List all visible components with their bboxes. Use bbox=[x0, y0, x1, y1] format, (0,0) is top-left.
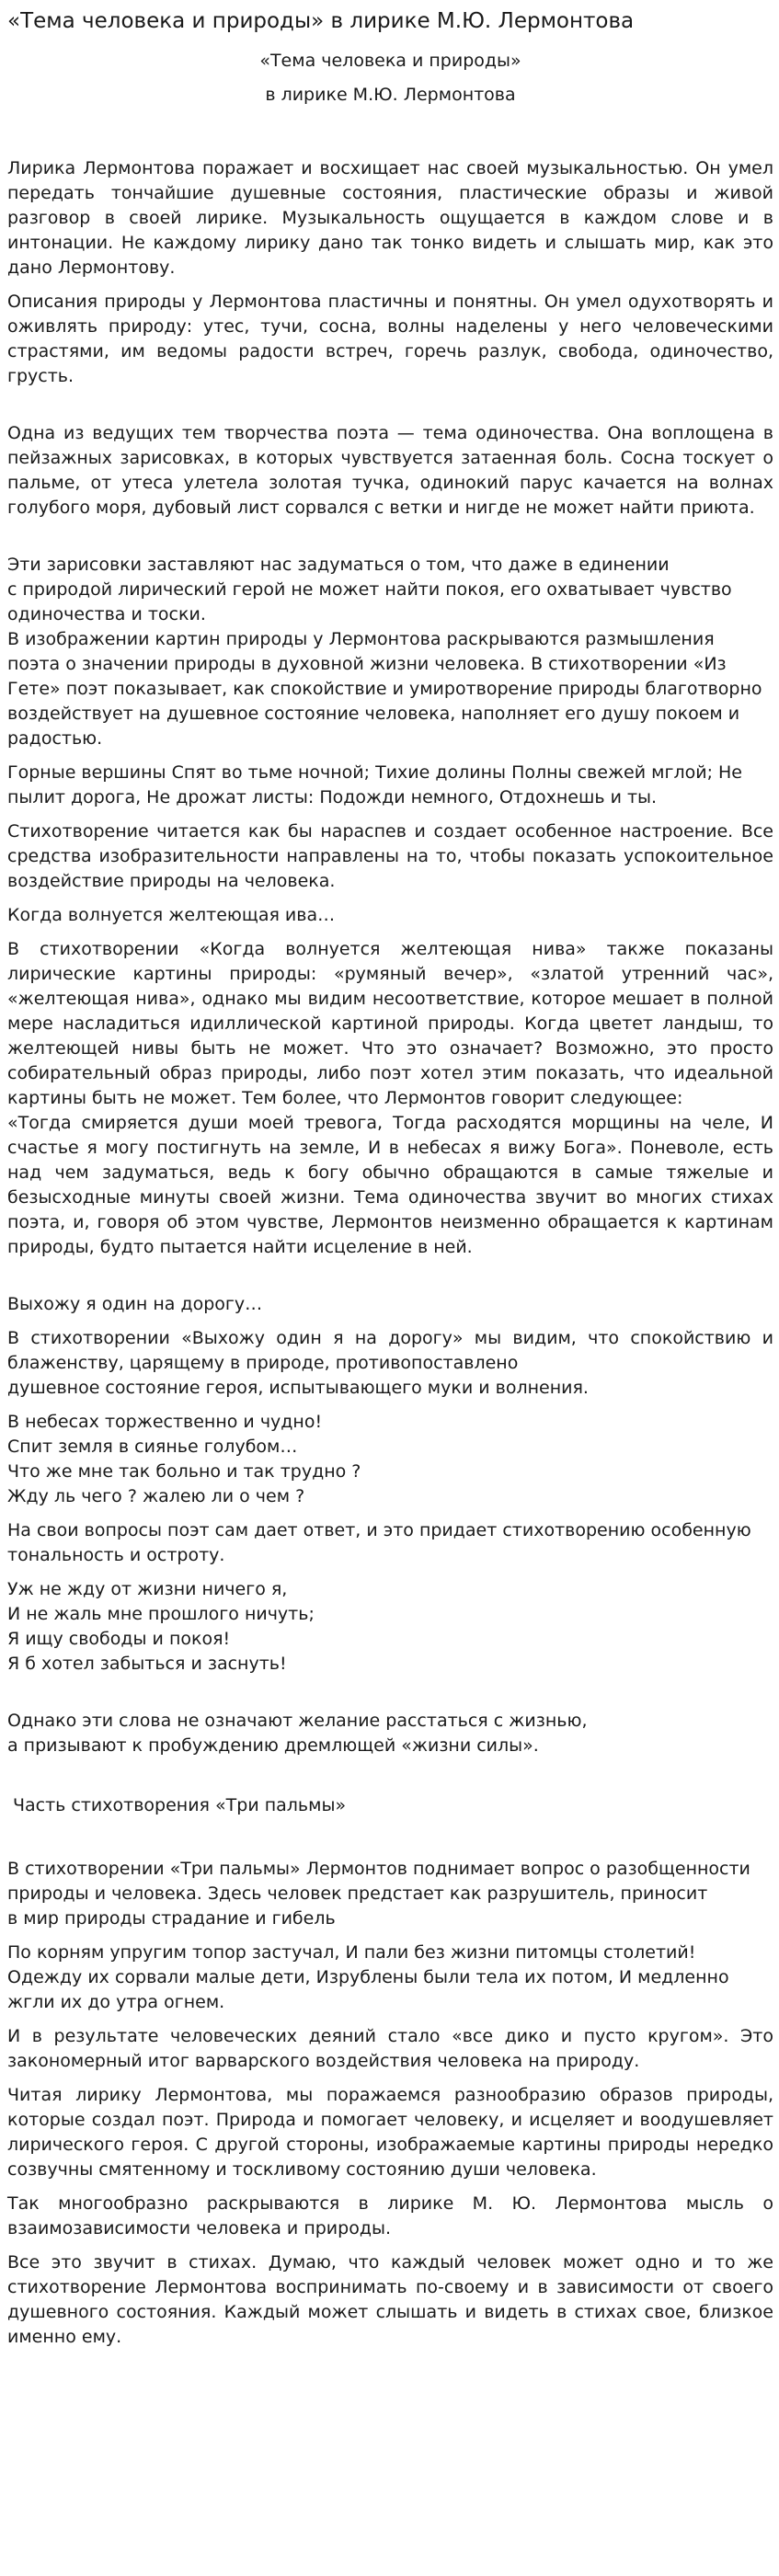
text-line: а призывают к пробуждению дремлющей «жизни силы». bbox=[7, 1735, 539, 1756]
text-line: Однако эти слова не означают желание расстаться с жизнью, bbox=[7, 1711, 588, 1731]
text-line: в мир природы страдание и гибель bbox=[7, 1908, 336, 1929]
text-line: радостью. bbox=[7, 728, 103, 749]
text-line: Гете» поэт показывает, как спокойствие и умиротворение природы благотворно bbox=[7, 679, 762, 699]
poem-line: Уж не жду от жизни ничего я, bbox=[7, 1579, 288, 1599]
section-heading-three-palms: Часть стихотворения «Три пальмы» bbox=[13, 1795, 347, 1815]
paragraph-lyric-music: Лирика Лермонтова поражает и восхищает нас своей музыкальностью. Он умел передать тончайшие душевные состояния, пластические образы и живой разговор в своей лирике. Музыкальность ощущается в каждом слове и в интонации. Не каждому лирику дано так тонко видеть и слышать мир, как это дано Лермонтову. bbox=[7, 158, 773, 278]
paragraph-barbaric-result: И в результате человеческих деяний стало «все дико и пусто кругом». Это закономерный итог варварского воздействия человека на природу. bbox=[7, 2026, 773, 2071]
poem-quote-mountain-peaks: Горные вершины Спят во тьме ночной; Тихие долины Полны свежей мглой; Не пылит дорога, Не дрожат листы: Подожди немного, Отдохнешь и ты. bbox=[7, 762, 742, 807]
paragraph-diversity-images: Читая лирику Лермонтова, мы поражаемся разнообразию образов природы, которые создал поэт. Природа и помогает человеку, и исцеляет и воодушевляет лирического героя. С другой стороны, изображаемые картины природы нередко созвучны смятенному и тоскливому состоянию души человека. bbox=[7, 2085, 773, 2180]
paragraph-loneliness-theme: Одна из ведущих тем творчества поэта — тема одиночества. Она воплощена в пейзажных зарисовках, в которых чувствуется затаенная боль. Сосна тоскует о пальме, от утеса улетела золотая тучка, одинокий парус качается на волнах голубого моря, дубовый лист сорвался с ветки и нигде не может найти приюта. bbox=[7, 423, 773, 518]
article bbox=[0, 7, 779, 2350]
paragraph-interdependence: Так многообразно раскрываются в лирике М. Ю. Лермонтова мысль о взаимозависимости человека и природы. bbox=[7, 2193, 773, 2238]
text-line: В изображении картин природы у Лермонтова раскрываются размышления bbox=[7, 629, 715, 649]
text-line: воздействует на душевное состояние человека, наполняет его душу покоем и bbox=[7, 704, 740, 724]
poem-line: Я ищу свободы и покоя! bbox=[7, 1629, 231, 1649]
subtitle-line-1: «Тема человека и природы» bbox=[259, 51, 521, 71]
text-line: с природой лирический герой не может найти покоя, его охватывает чувство bbox=[7, 579, 732, 600]
paragraph-yellowing-field: В стихотворении «Когда волнуется желтеющая нива» также показаны лирические картины природы: «румяный вечер», «златой утренний час», «желтеющая нива», однако мы видим несоответствие, которое мешает в полной мере насладиться идиллической картиной природы. Когда цветет ландыш, то желтеющей нивы быть не может. Что это означает? Возможно, это просто собирательный образ природы, либо поэт хотел этим показать, что идеальной картины быть не может. Тем более, что Лермонтов говорит следующее: bbox=[7, 939, 773, 1108]
paragraph-recitative: Стихотворение читается как бы нараспев и создает особенное настроение. Все средства изобразительности направлены на то, чтобы показать успокоительное воздействие природы на человека. bbox=[7, 821, 773, 891]
poem-quote-axe: По корням упругим топор застучал, И пали без жизни питомцы столетий! Одежду их сорвали малые дети, Изрублены были тела их потом, И медленно жгли их до утра огнем. bbox=[7, 1942, 729, 2012]
paragraph-life-forces bbox=[7, 1709, 773, 1758]
poem-title-i-go-out: Выхожу я один на дорогу… bbox=[7, 1294, 263, 1314]
poem-title-when-willow: Когда волнуется желтеющая ива… bbox=[7, 905, 336, 925]
poem-line: В небесах торжественно и чудно! bbox=[7, 1412, 323, 1432]
paragraph-i-go-out bbox=[7, 1326, 773, 1401]
page-title: «Тема человека и природы» в лирике М.Ю. Лермонтова bbox=[7, 9, 635, 33]
text-line: одиночества и тоски. bbox=[7, 604, 206, 624]
subtitle-line-2: в лирике М.Ю. Лермонтова bbox=[265, 85, 516, 105]
paragraph-soul-calm: «Тогда смиряется души моей тревога, Тогда расходятся морщины на челе, И счастье я могу постигнуть на земле, И в небесах я вижу Бога». Поневоле, есть над чем задуматься, ведь к богу обычно обращаются в самые тяжелые и безысходные минуты своей жизни. Тема одиночества звучит во многих стихах поэта, и, говоря об этом чувстве, Лермонтов неизменно обращается к картинам природы, будто пытается найти исцеление в ней. bbox=[7, 1113, 773, 1257]
poem-line: Спит земля в сиянье голубом… bbox=[7, 1437, 298, 1457]
text-line: поэта о значении природы в духовной жизни человека. В стихотворении «Из bbox=[7, 654, 727, 674]
paragraph-three-palms bbox=[7, 1857, 773, 1931]
poem-line: Что же мне так больно и так трудно ? bbox=[7, 1461, 361, 1482]
text-line: В стихотворении «Три пальмы» Лермонтов поднимает вопрос о разобщенности bbox=[7, 1859, 750, 1879]
poem-stanza-heavens bbox=[7, 1410, 773, 1509]
text-line: природы и человека. Здесь человек предстает как разрушитель, приносит bbox=[7, 1883, 708, 1904]
paragraph-conclusion: Все это звучит в стихах. Думаю, что каждый человек может одно и то же стихотворение Лермонтова воспринимать по-своему и в зависимости от своего душевного состояния. Каждый может слышать и видеть в стихах свое, близкое именно ему. bbox=[7, 2252, 773, 2347]
text-line: душевное состояние героя, испытывающего муки и волнения. bbox=[7, 1378, 589, 1398]
poem-stanza-freedom bbox=[7, 1577, 773, 1677]
paragraph-from-goethe bbox=[7, 627, 773, 751]
paragraph-answers: На свои вопросы поэт сам дает ответ, и это придает стихотворению особенную тональность и остроту. bbox=[7, 1520, 751, 1565]
text-line: В стихотворении «Выхожу один я на дорогу» мы видим, что спокойствию и блаженству, царящему в природе, противопоставлено bbox=[7, 1328, 773, 1373]
poem-line: И не жаль мне прошлого ничуть; bbox=[7, 1604, 315, 1624]
paragraph-nature-description: Описания природы у Лермонтова пластичны и понятны. Он умел одухотворять и оживлять природу: утес, тучи, сосна, волны наделены у него человеческими страстями, им ведомы радости встреч, горечь разлук, свобода, одиночество, грусть. bbox=[7, 292, 773, 386]
text-line: Эти зарисовки заставляют нас задуматься о том, что даже в единении bbox=[7, 555, 670, 575]
paragraph-sketches bbox=[7, 553, 773, 627]
poem-line: Жду ль чего ? жалею ли о чем ? bbox=[7, 1486, 305, 1506]
poem-line: Я б хотел забыться и заснуть! bbox=[7, 1654, 287, 1674]
